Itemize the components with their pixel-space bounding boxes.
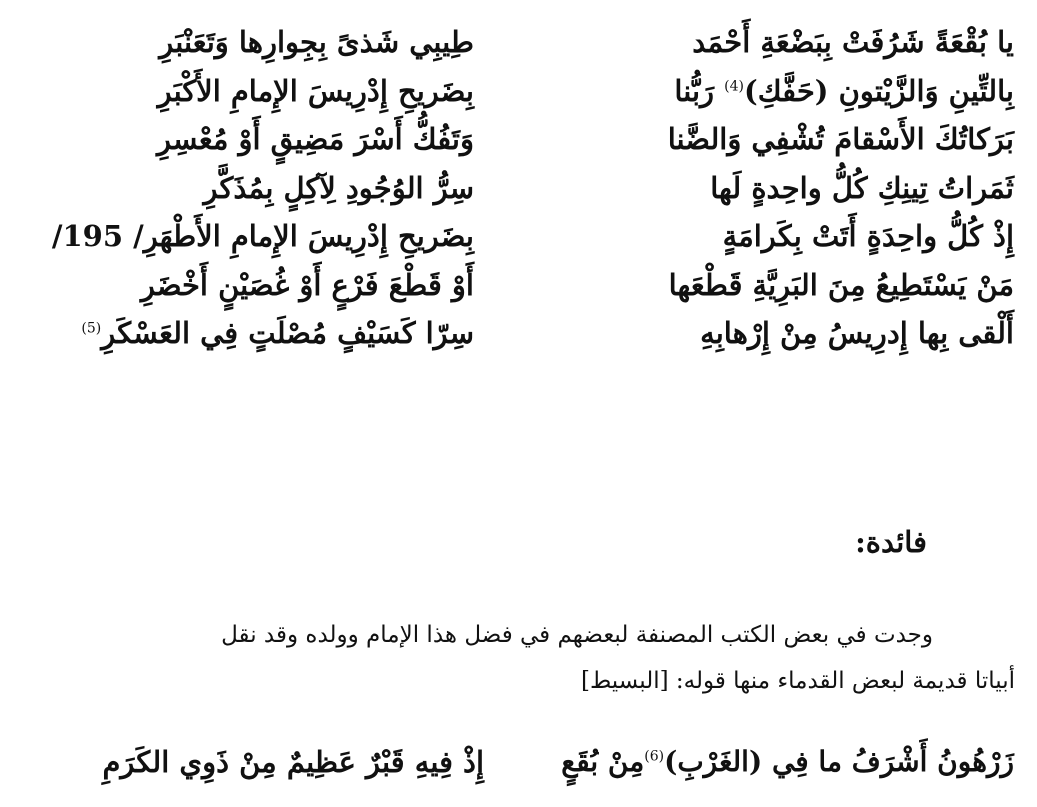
prose-line-2: أبياتا قديمة لبعض القدماء منها قوله: [البسيط] [581, 668, 1015, 694]
footnote-marker-4: (4) [724, 77, 744, 94]
verse-7-first-hemistich [564, 309, 1014, 357]
verse-2-first-hemistich [564, 67, 1014, 115]
verse-5 [24, 212, 1014, 261]
verse-1-first-hemistich [564, 18, 1014, 66]
verse-4-second-hemistich [24, 164, 474, 212]
verse-3-first-hemistich [564, 115, 1014, 163]
verse-4-second-text: سِرُّ الوُجُودِ لِآكِلٍ بِمُذَكَّرِ [203, 170, 474, 205]
verse-7-first-text: أَلْقى بِها إِدرِيسُ مِنْ إِرْهابِهِ [700, 316, 1014, 350]
verse-6-second-text: أَوْ قَطْعَ فَرْعٍ أَوْ غُصَيْنٍ أَخْضَرِ [140, 267, 474, 302]
prose-paragraph [25, 612, 1015, 704]
verse-4-first-text: ثَمَراتُ تِينِكِ كُلُّ واحِدةٍ لَها [710, 170, 1014, 205]
verse-6 [24, 261, 1014, 310]
footnote-marker-5: (5) [81, 320, 102, 337]
verse-7-second-text: سِرّا كَسَيْفٍ مُصْلَتٍ فِي العَسْكَرِ [101, 316, 474, 350]
verse-2-first-text: بِالتِّينِ وَالزَّيْتونِ (حَفَّكِ) [744, 73, 1014, 108]
verse-4-first-hemistich [564, 164, 1014, 212]
verse-2-second-text: بِضَريحِ إِدْرِيسَ الإِمامِ الأَكْبَرِ [157, 73, 474, 108]
final-verse-second-text: إِذْ فِيهِ قَبْرٌ عَظِيمٌ مِنْ ذَوِي الكَرَمِ [102, 745, 484, 779]
verse-1-second-text: طِيبِي شَذىً بِجِوارِها وَتَعَنْبَرِ [159, 25, 474, 59]
poem [24, 18, 1014, 358]
verse-2-first-tail: رَبُّنا [674, 73, 725, 108]
verse-4 [24, 164, 1014, 213]
footnote-marker-6: (6) [644, 748, 665, 765]
prose-line-1: وجدت في بعض الكتب المصنفة لبعضهم في فضل هذا الإمام وولده وقد نقل [221, 622, 933, 648]
verse-2 [24, 67, 1014, 116]
verse-3-second-text: وَتَفُكُّ أَسْرَ مَضِيقٍ أَوْ مُعْسِرِ [156, 122, 474, 156]
verse-5-second-text: بِضَريحِ إِدْرِيسَ الإِمامِ الأَطْهَرِ/ 195/ [51, 219, 474, 253]
verse-6-first-text: مَنْ يَسْتَطِيعُ مِنَ البَرِيَّةِ قَطْعَها [668, 267, 1014, 302]
verse-7 [24, 309, 1014, 358]
final-verse-first-text: زَرْهُونُ أَشْرَفُ ما فِي (الغَرْبِ) [664, 745, 1014, 778]
final-verse-second-hemistich [24, 738, 484, 786]
verse-5-second-hemistich [24, 212, 474, 260]
verse-6-second-hemistich [24, 261, 474, 309]
verse-6-first-hemistich [564, 261, 1014, 309]
verse-1-second-hemistich [24, 18, 474, 66]
verse-5-first-text: إِذْ كُلُّ واحِدَةٍ أَتَتْ بِكَرامَةٍ [722, 219, 1014, 253]
final-verse-first-hemistich [554, 738, 1014, 786]
verse-7-second-hemistich [24, 309, 474, 357]
verse-5-first-hemistich [564, 212, 1014, 260]
verse-2-second-hemistich [24, 67, 474, 115]
final-verse-first-tail: مِنْ بُقَعٍ [561, 745, 645, 778]
verse-1 [24, 18, 1014, 67]
final-verse [24, 738, 1014, 786]
verse-3 [24, 115, 1014, 164]
verse-3-first-text: بَرَكاتُكَ الأَسْقامَ تُشْفِي وَالضَّنا [667, 122, 1014, 156]
verse-1-first-text: يا بُقْعَةً شَرُفَتْ بِبَضْعَةِ أَحْمَد [692, 25, 1014, 59]
verse-3-second-hemistich [24, 115, 474, 163]
section-heading: فائدة: [855, 525, 927, 559]
